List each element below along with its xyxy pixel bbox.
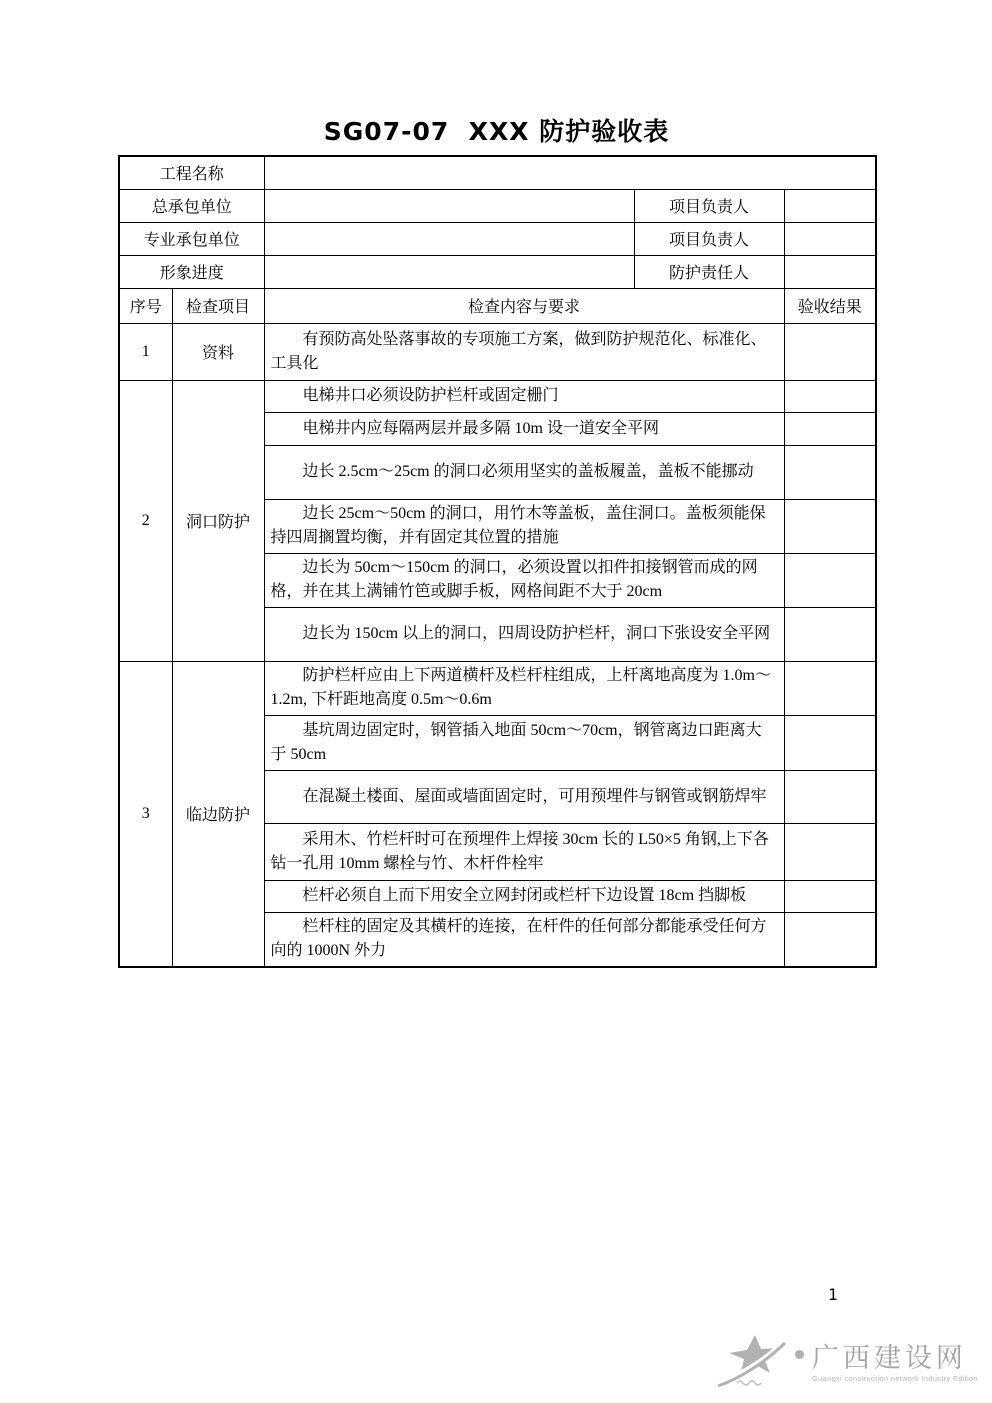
result-cell [784, 715, 876, 770]
header-item: 检查项目 [172, 288, 264, 323]
content-cell: 边长 25cm～50cm 的洞口，用竹木等盖板，盖住洞口。盖板须能保持四周搁置均衡，并有固定其位置的措施 [264, 499, 784, 553]
project-leader-value-1 [784, 189, 876, 222]
section-no: 3 [119, 661, 172, 967]
content-cell: 栏杆必须自上而下用安全立网封闭或栏杆下边设置 18cm 挡脚板 [264, 880, 784, 912]
protection-responsible-value [784, 255, 876, 288]
table-row [119, 661, 876, 715]
progress-value [264, 255, 634, 288]
result-cell [784, 912, 876, 967]
general-contractor-value [264, 189, 634, 222]
result-cell [784, 607, 876, 661]
content-cell: 电梯井口必须设防护栏杆或固定栅门 [264, 380, 784, 412]
specialty-contractor-value [264, 222, 634, 255]
checklist-header-row [119, 288, 876, 323]
info-row-general-contractor [119, 189, 876, 222]
section-no: 1 [119, 323, 172, 380]
content-cell: 边长为 150cm 以上的洞口，四周设防护栏杆，洞口下张设安全平网 [264, 607, 784, 661]
section-item: 资料 [172, 323, 264, 380]
header-result: 验收结果 [784, 288, 876, 323]
result-cell [784, 661, 876, 715]
project-name-label: 工程名称 [119, 156, 264, 189]
content-cell: 边长 2.5cm～25cm 的洞口必须用坚实的盖板履盖，盖板不能挪动 [264, 445, 784, 499]
star-logo-icon [717, 1334, 793, 1393]
progress-label: 形象进度 [119, 255, 264, 288]
project-name-value [264, 156, 876, 189]
result-cell [784, 553, 876, 607]
project-leader-label-1: 项目负责人 [634, 189, 784, 222]
result-cell [784, 412, 876, 445]
content-cell: 基坑周边固定时，钢管插入地面 50cm～70cm，钢管离边口距离大于 50cm [264, 715, 784, 770]
content-cell: 有预防高处坠落事故的专项施工方案，做到防护规范化、标准化、工具化 [264, 323, 784, 380]
acceptance-form-table [118, 155, 877, 968]
info-row-specialty-contractor [119, 222, 876, 255]
content-cell: 边长为 50cm～150cm 的洞口，必须设置以扣件扣接钢管而成的网格，并在其上满铺竹笆或脚手板，网格间距不大于 20cm [264, 553, 784, 607]
content-cell: 电梯井内应每隔两层并最多隔 10m 设一道安全平网 [264, 412, 784, 445]
protection-responsible-label: 防护责任人 [634, 255, 784, 288]
page-number: 1 [828, 1285, 838, 1304]
result-cell [784, 445, 876, 499]
content-cell: 栏杆柱的固定及其横杆的连接，在杆件的任何部分都能承受任何方向的 1000N 外力 [264, 912, 784, 967]
section-item: 洞口防护 [172, 380, 264, 661]
header-content: 检查内容与要求 [264, 288, 784, 323]
content-cell: 防护栏杆应由上下两道横杆及栏杆柱组成，上杆离地高度为 1.0m～1.2m, 下杆距地高度 0.5m～0.6m [264, 661, 784, 715]
page-title: SG07-07 XXX 防护验收表 [323, 117, 670, 146]
info-row-progress [119, 255, 876, 288]
info-row-project-name [119, 156, 876, 189]
header-no: 序号 [119, 288, 172, 323]
project-leader-label-2: 项目负责人 [634, 222, 784, 255]
result-cell [784, 323, 876, 380]
result-cell [784, 770, 876, 823]
watermark-subtitle: Guangxi construction network Industry Edition [811, 1374, 978, 1383]
specialty-contractor-label: 专业承包单位 [119, 222, 264, 255]
general-contractor-label: 总承包单位 [119, 189, 264, 222]
table-row [119, 380, 876, 412]
site-watermark [717, 1334, 978, 1393]
result-cell [784, 880, 876, 912]
result-cell [784, 499, 876, 553]
content-cell: 采用木、竹栏杆时可在预埋件上焊接 30cm 长的 L50×5 角钢,上下各钻一孔用 10mm 螺栓与竹、木杆件栓牢 [264, 823, 784, 880]
result-cell [784, 823, 876, 880]
logo-dot [795, 1350, 804, 1359]
section-item: 临边防护 [172, 661, 264, 967]
result-cell [784, 380, 876, 412]
content-cell: 在混凝土楼面、屋面或墙面固定时，可用预埋件与钢管或钢筋焊牢 [264, 770, 784, 823]
project-leader-value-2 [784, 222, 876, 255]
watermark-title: 广西建设网 [811, 1343, 967, 1373]
section-no: 2 [119, 380, 172, 661]
table-row [119, 323, 876, 380]
